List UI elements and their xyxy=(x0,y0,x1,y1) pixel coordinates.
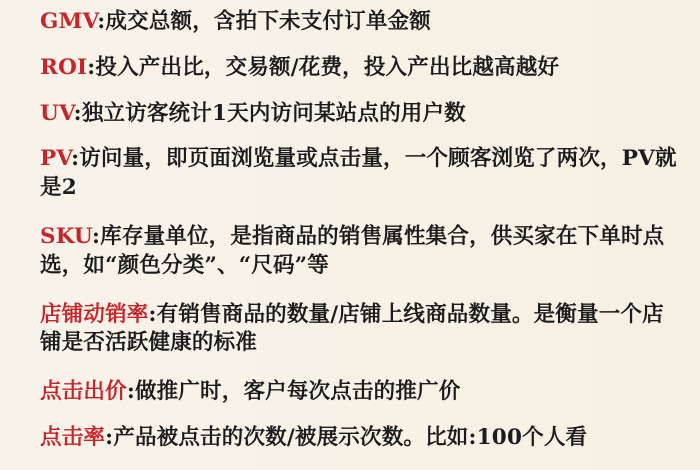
glossary-entry xyxy=(40,301,682,359)
glossary-term: 点击出价 xyxy=(40,379,127,405)
glossary-entry xyxy=(40,378,682,407)
glossary-entry xyxy=(40,100,682,129)
glossary-definition: 独立访客统计1天内访问某站点的用户数 xyxy=(81,100,466,126)
glossary-separator: : xyxy=(105,424,114,450)
glossary-entry xyxy=(40,424,682,453)
glossary-definition: 库存量单位，是指商品的销售属性集合，供买家在下单时点选，如“颜色分类”、“尺码”等 xyxy=(40,223,665,278)
glossary-term: PV xyxy=(40,146,72,172)
glossary-entry xyxy=(40,145,682,203)
glossary-term: GMV xyxy=(40,9,98,34)
glossary-definition: 做推广时，客户每次点击的推广价 xyxy=(134,379,461,405)
glossary-term: ROI xyxy=(40,54,88,80)
glossary-separator: : xyxy=(148,301,157,327)
glossary-term: SKU xyxy=(40,223,93,249)
glossary-term: 店铺动销率 xyxy=(40,301,149,327)
glossary-separator: : xyxy=(97,9,106,34)
glossary-separator: : xyxy=(87,54,96,80)
glossary-separator: : xyxy=(73,100,82,126)
glossary-separator: : xyxy=(126,379,135,405)
glossary-entry xyxy=(40,223,682,281)
glossary-entry xyxy=(40,54,682,83)
glossary-separator: : xyxy=(92,223,101,249)
glossary-term: UV xyxy=(40,100,74,126)
glossary-definition: 产品被点击的次数/被展示次数。比如:100个人看 xyxy=(113,424,588,450)
glossary-separator: : xyxy=(71,146,80,172)
glossary-term: 点击率 xyxy=(40,424,106,450)
glossary-definition: 投入产出比，交易额/花费，投入产出比越高越好 xyxy=(95,54,560,80)
glossary-definition: 成交总额，含拍下未支付订单金额 xyxy=(105,9,431,34)
glossary-list xyxy=(40,0,682,453)
glossary-definition: 有销售商品的数量/店铺上线商品数量。是衡量一个店铺是否活跃健康的标准 xyxy=(40,301,664,356)
glossary-definition: 访问量，即页面浏览量或点击量，一个顾客浏览了两次，PV就是2 xyxy=(40,146,677,201)
glossary-entry xyxy=(40,8,682,37)
